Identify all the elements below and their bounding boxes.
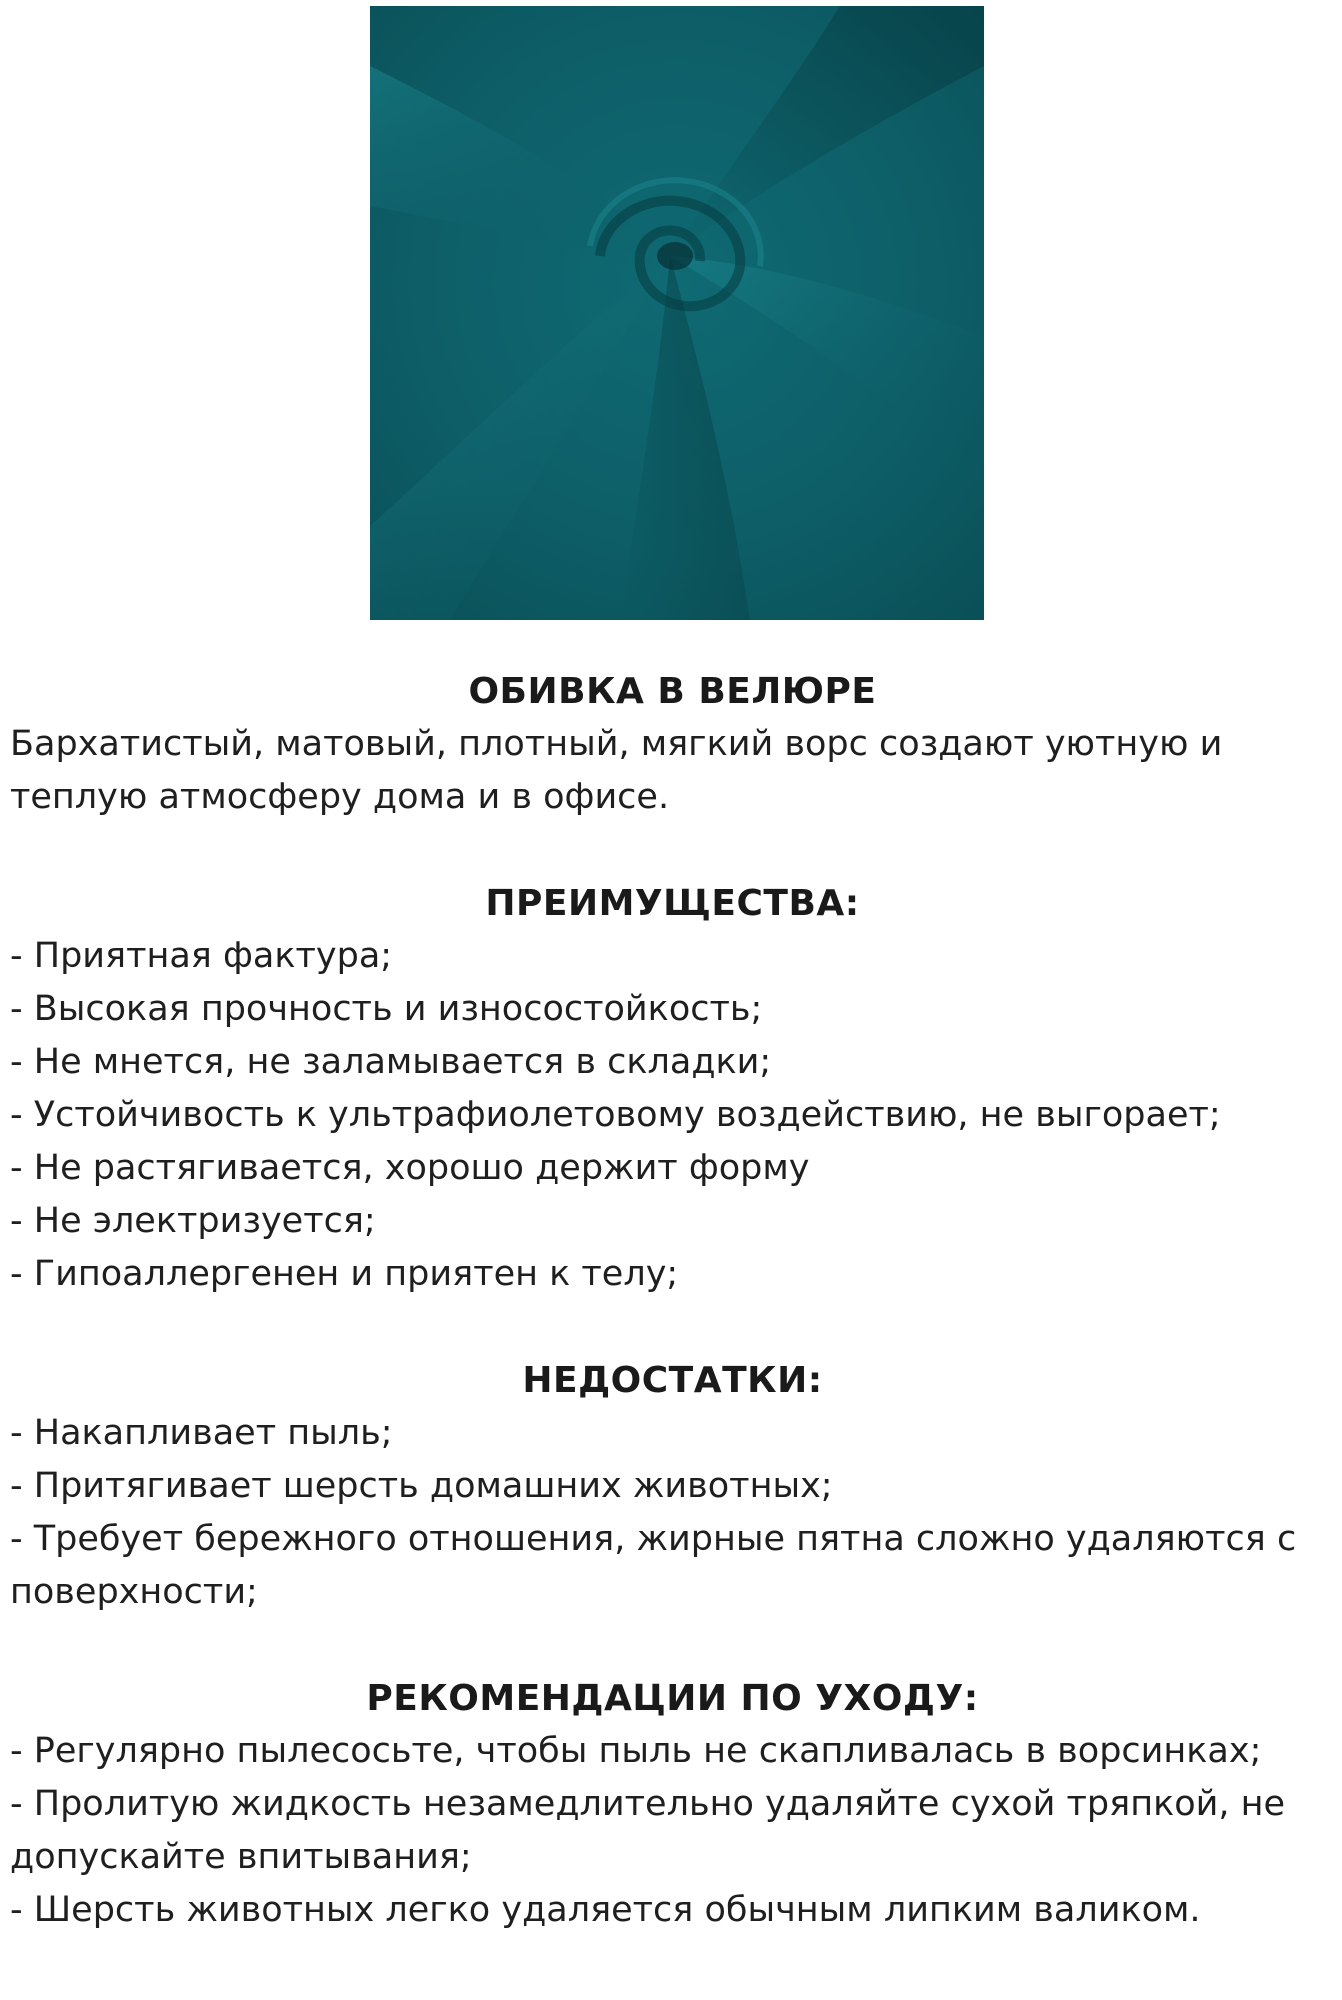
description-content [10,665,1335,1937]
advantages-section [10,877,1335,1301]
list-item: - Пролитую жидкость незамедлительно удаляйте сухой тряпкой, не допускайте впитывания; [10,1784,1286,1877]
care-list [10,1725,1335,1937]
disadvantages-list [10,1407,1335,1619]
list-item: - Регулярно пылесосьте, чтобы пыль не скапливалась в ворсинках; [10,1731,1262,1771]
list-item: - Притягивает шерсть домашних животных; [10,1466,833,1506]
list-item: - Накапливает пыль; [10,1413,393,1453]
list-item: - Шерсть животных легко удаляется обычным липким валиком. [10,1890,1201,1930]
care-title: РЕКОМЕНДАЦИИ ПО УХОДУ: [366,1678,979,1719]
care-section [10,1672,1335,1937]
advantages-title: ПРЕИМУЩЕСТВА: [485,883,860,924]
list-item: - Устойчивость к ультрафиолетовому воздействию, не выгорает; [10,1095,1221,1135]
disadvantages-title: НЕДОСТАТКИ: [522,1360,823,1401]
list-item: - Гипоаллергенен и приятен к телу; [10,1254,679,1294]
intro-title: ОБИВКА В ВЕЛЮРЕ [468,671,877,712]
disadvantages-section [10,1354,1335,1619]
list-item: - Не мнется, не заламывается в складки; [10,1042,772,1082]
advantages-list [10,930,1335,1301]
list-item: - Не растягивается, хорошо держит форму [10,1148,810,1188]
intro-text: Бархатистый, матовый, плотный, мягкий ворс создают уютную и теплую атмосферу дома и в офисе. [10,724,1223,817]
list-item: - Высокая прочность и износостойкость; [10,989,763,1029]
fabric-swirl-graphic [370,6,984,620]
list-item: - Приятная фактура; [10,936,393,976]
list-item: - Не электризуется; [10,1201,376,1241]
velour-fabric-image [370,6,984,620]
list-item: - Требует бережного отношения, жирные пятна сложно удаляются с поверхности; [10,1519,1297,1612]
